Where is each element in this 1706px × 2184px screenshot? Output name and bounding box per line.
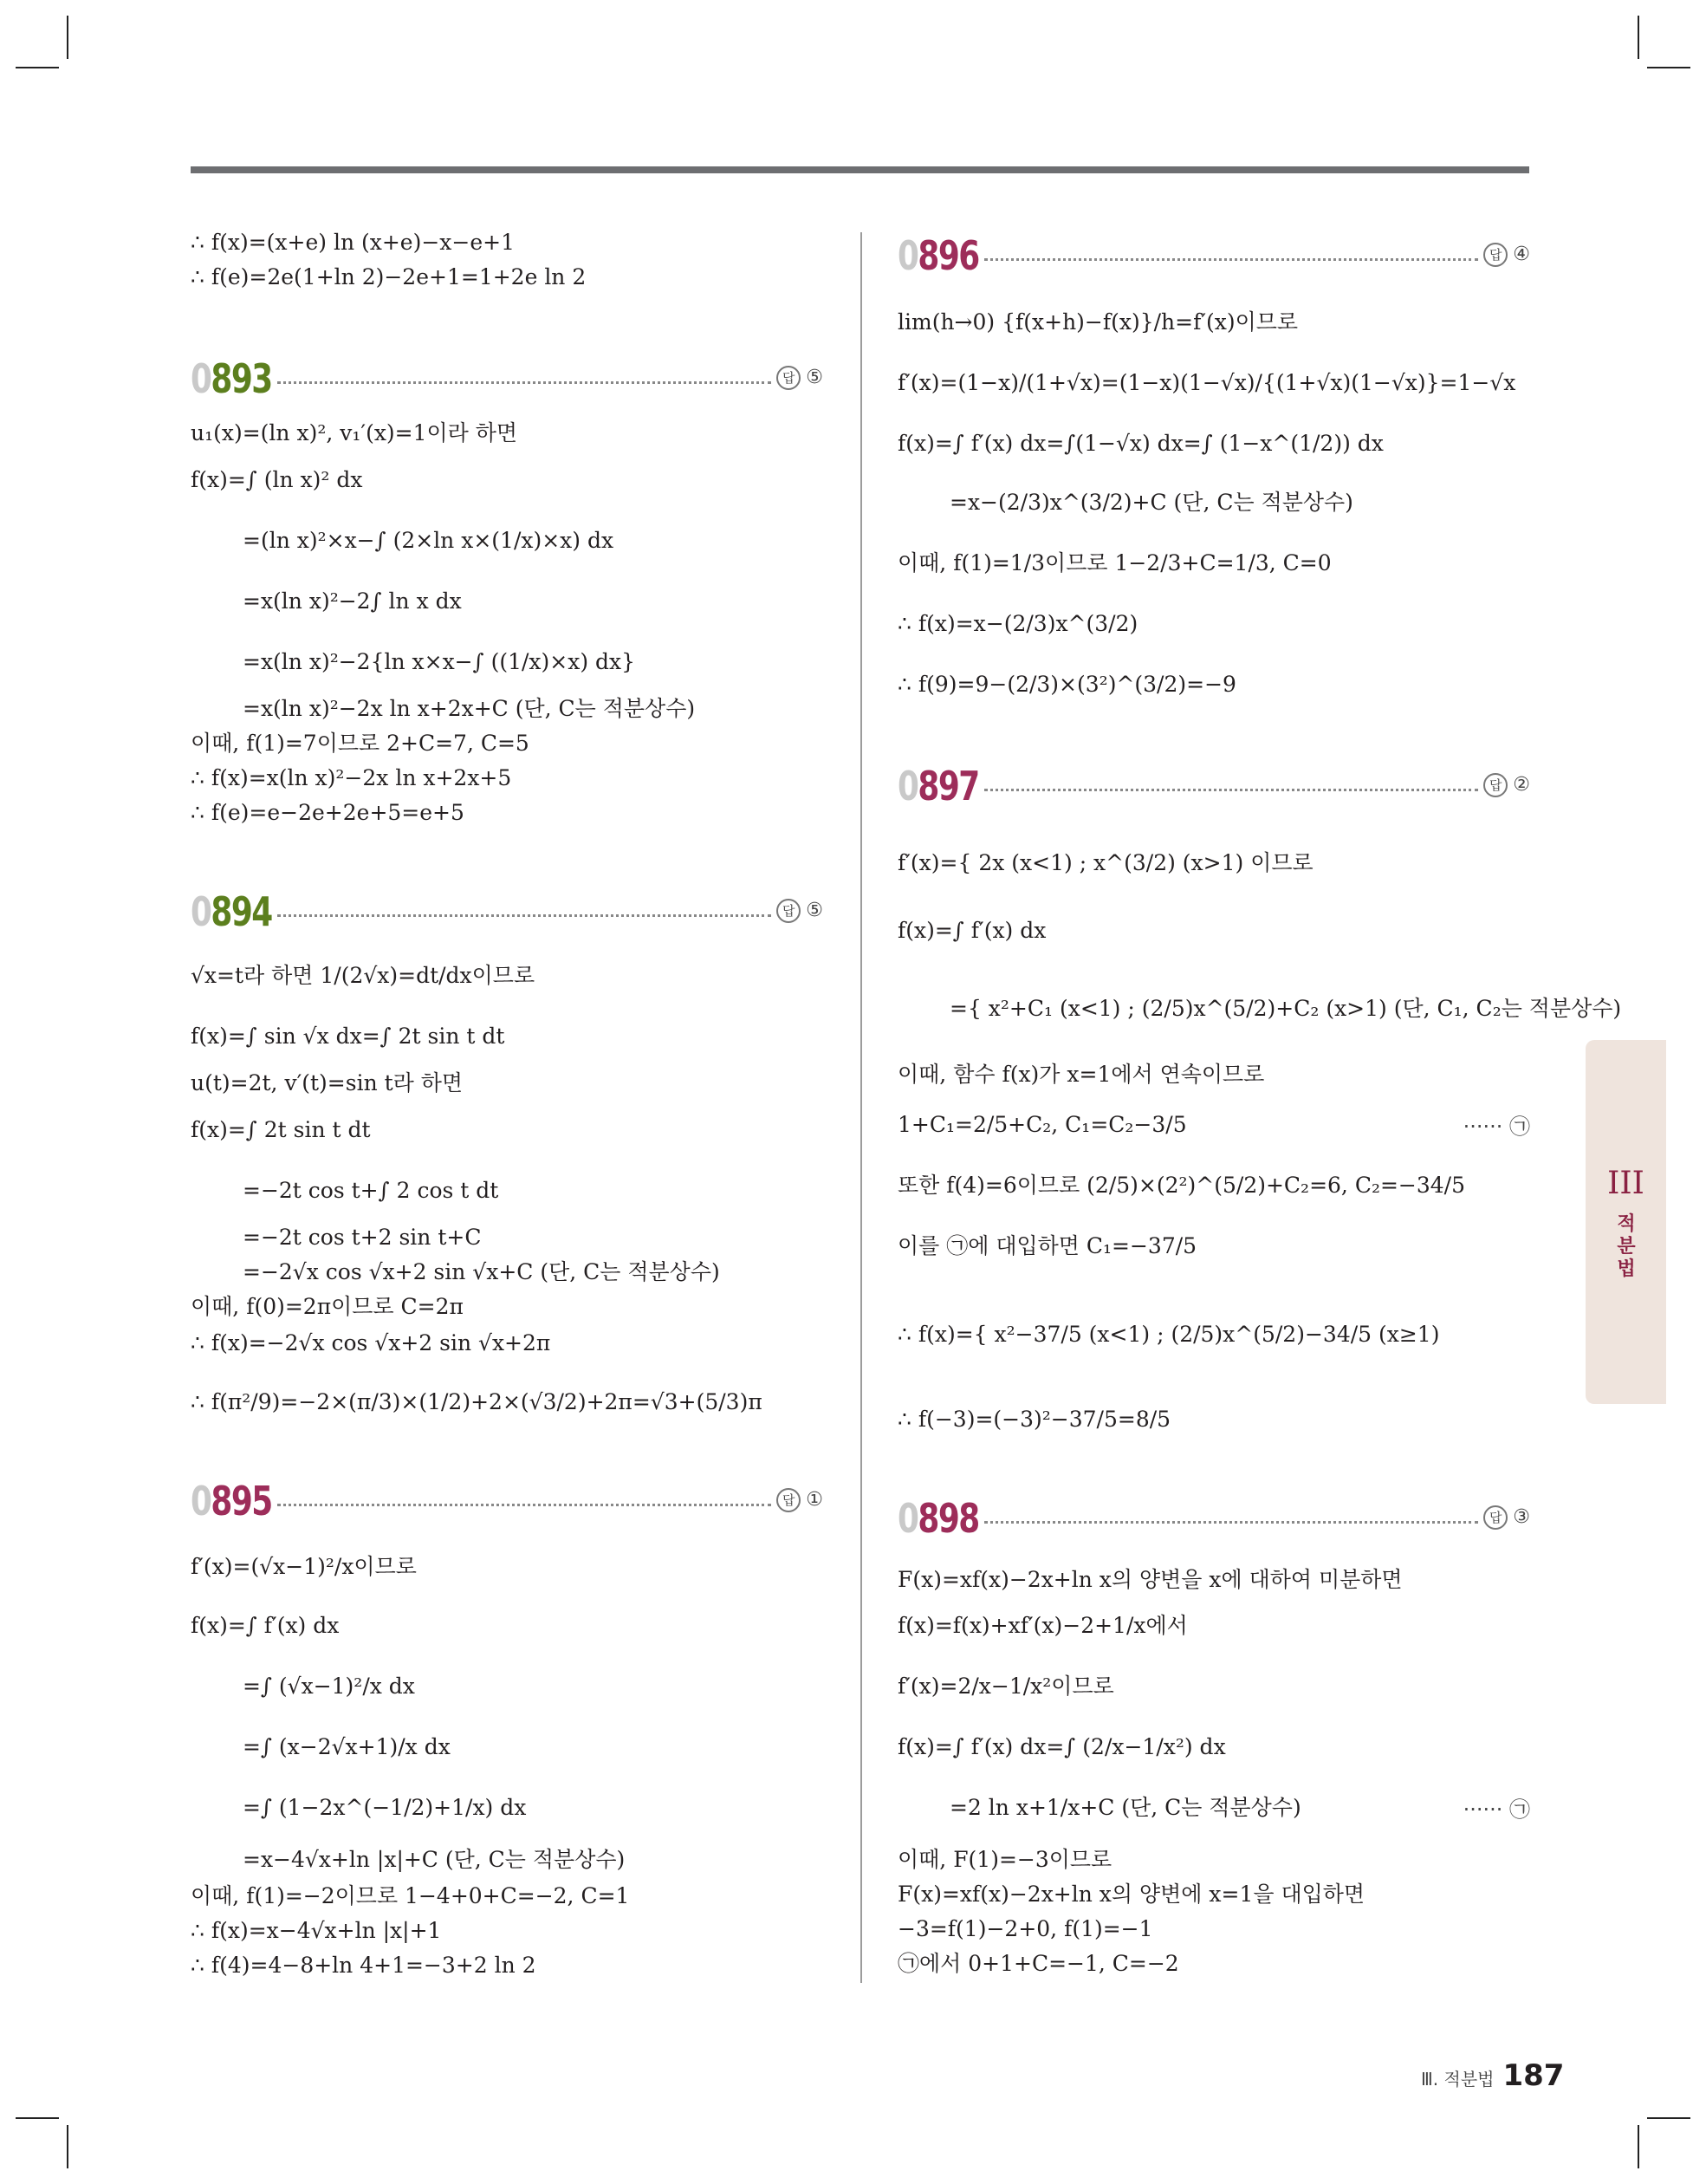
- chapter-roman-numeral: III: [1607, 1166, 1644, 1201]
- solution-line: f(x)=∫ f′(x) dx: [191, 1613, 340, 1638]
- solution-line: ∴ f(9)=9−(2/3)×(3²)^(3/2)=−9: [898, 672, 1236, 697]
- solution-line: 또한 f(4)=6이므로 (2/5)×(2²)^(5/2)+C₂=6, C₂=−34/5: [898, 1173, 1466, 1198]
- dotted-leader: [984, 789, 1478, 791]
- solution-line: 이때, f(1)=7이므로 2+C=7, C=5: [191, 731, 529, 756]
- solution-line: =x(ln x)²−2∫ ln x dx: [243, 588, 462, 614]
- page-footer: [1421, 2058, 1564, 2093]
- solution-line: ∴ f(x)=−2√x cos √x+2 sin √x+2π: [191, 1330, 551, 1355]
- solution-line: f(x)=∫ sin √x dx=∫ 2t sin t dt: [191, 1024, 505, 1049]
- crop-mark: [67, 2125, 68, 2168]
- solution-line: u(t)=2t, v′(t)=sin t라 하면: [191, 1070, 464, 1095]
- solution-line: ∴ f(π²/9)=−2×(π/3)×(1/2)+2×(√3/2)+2π=√3+(5/3)π: [191, 1389, 762, 1414]
- answer-mark-icon: 답: [776, 1488, 801, 1512]
- solution-line: f′(x)={ 2x (x<1) ; x^(3/2) (x>1) 이므로: [898, 850, 1314, 875]
- answer-badge: 답 ⑤: [776, 366, 823, 390]
- answer-badge: 답 ⑤: [776, 899, 823, 923]
- footer-chapter-label: Ⅲ. 적분법: [1421, 2069, 1495, 2090]
- solution-line: f′(x)=(1−x)/(1+√x)=(1−x)(1−√x)/{(1+√x)(1−√x)}=1−√x: [898, 370, 1516, 395]
- crop-mark: [67, 16, 68, 59]
- solution-line: ∴ f(x)=x−4√x+ln |x|+1: [191, 1918, 442, 1943]
- problem-number: 0898: [898, 1495, 979, 1542]
- solution-line: 이때, F(1)=−3이므로: [898, 1847, 1112, 1872]
- answer-mark-icon: 답: [1483, 1505, 1508, 1530]
- equation-marker: ······ ㉠: [1463, 1115, 1530, 1139]
- solution-line: F(x)=xf(x)−2x+ln x의 양변을 x에 대하여 미분하면: [898, 1567, 1403, 1592]
- solution-line: F(x)=xf(x)−2x+ln x의 양변에 x=1을 대입하면: [898, 1882, 1365, 1907]
- problem-number: 0893: [191, 355, 272, 402]
- solution-line: =x−4√x+ln |x|+C (단, C는 적분상수): [243, 1847, 626, 1872]
- problem-number: 0894: [191, 888, 272, 935]
- answer-mark-icon: 답: [1483, 773, 1508, 797]
- solution-line: 이때, f(0)=2π이므로 C=2π: [191, 1294, 464, 1319]
- problem-header-897: [898, 763, 1530, 815]
- problem-header-896: [898, 232, 1530, 284]
- dotted-leader: [277, 381, 771, 384]
- dotted-leader: [277, 914, 771, 917]
- solution-line: 이때, 함수 f(x)가 x=1에서 연속이므로: [898, 1062, 1265, 1087]
- solution-line: =∫ (1−2x^(−1/2)+1/x) dx: [243, 1795, 527, 1820]
- solution-line: ∴ f(x)={ x²−37/5 (x<1) ; (2/5)x^(5/2)−34/5 (x≥1): [898, 1322, 1440, 1347]
- dotted-leader: [984, 1521, 1478, 1524]
- solution-line: √x=t라 하면 1/(2√x)=dt/dx이므로: [191, 963, 535, 988]
- problem-header-893: [191, 355, 823, 407]
- solution-line: =−2t cos t+2 sin t+C: [243, 1225, 482, 1250]
- answer-badge: 답 ②: [1483, 773, 1530, 797]
- solution-line: ∴ f(−3)=(−3)²−37/5=8/5: [898, 1407, 1171, 1432]
- dotted-leader: [984, 258, 1478, 261]
- solution-line: 이때, f(1)=1/3이므로 1−2/3+C=1/3, C=0: [898, 550, 1332, 575]
- answer-mark-icon: 답: [1483, 243, 1508, 267]
- solution-line: f(x)=∫ 2t sin t dt: [191, 1117, 371, 1142]
- solution-line: =∫ (x−2√x+1)/x dx: [243, 1734, 451, 1759]
- solution-line: 1+C₁=2/5+C₂, C₁=C₂−3/5: [898, 1112, 1187, 1137]
- intro-line: ∴ f(x)=(x+e) ln (x+e)−x−e+1: [191, 230, 515, 255]
- answer-badge: 답 ④: [1483, 243, 1530, 267]
- crop-mark: [16, 2117, 59, 2119]
- chapter-vertical-label: 적분법: [1617, 1213, 1636, 1280]
- crop-mark: [1638, 16, 1639, 59]
- dotted-leader: [277, 1504, 771, 1506]
- solution-line: f(x)=∫ f′(x) dx=∫(1−√x) dx=∫ (1−x^(1/2)) dx: [898, 431, 1384, 456]
- problem-header-894: [191, 888, 823, 940]
- solution-line: f(x)=∫ (ln x)² dx: [191, 467, 363, 492]
- solution-line: u₁(x)=(ln x)², v₁′(x)=1이라 하면: [191, 420, 518, 445]
- solution-line: f(x)=∫ f′(x) dx=∫ (2/x−1/x²) dx: [898, 1734, 1226, 1759]
- answer-mark-icon: 답: [776, 899, 801, 923]
- column-divider: [860, 232, 862, 1983]
- crop-mark: [1647, 67, 1690, 68]
- problem-number: 0896: [898, 232, 979, 279]
- crop-mark: [1647, 2117, 1690, 2119]
- problem-header-898: [898, 1495, 1530, 1547]
- solution-line: =x−(2/3)x^(3/2)+C (단, C는 적분상수): [950, 490, 1353, 515]
- solution-line: ={ x²+C₁ (x<1) ; (2/5)x^(5/2)+C₂ (x>1) (단, C₁, C₂는 적분상수): [950, 996, 1622, 1021]
- solution-line: f(x)=∫ f′(x) dx: [898, 918, 1047, 943]
- solution-line: ㉠에서 0+1+C=−1, C=−2: [898, 1951, 1179, 1976]
- solution-line: =2 ln x+1/x+C (단, C는 적분상수): [950, 1795, 1301, 1820]
- page-number: 187: [1502, 2058, 1565, 2093]
- problem-number: 0897: [898, 763, 979, 809]
- solution-line: =(ln x)²×x−∫ (2×ln x×(1/x)×x) dx: [243, 528, 614, 553]
- solution-line: =x(ln x)²−2x ln x+2x+C (단, C는 적분상수): [243, 696, 696, 721]
- solution-line: f′(x)=2/x−1/x²이므로: [898, 1674, 1114, 1699]
- answer-badge: 답 ①: [776, 1488, 823, 1512]
- solution-line: ∴ f(x)=x−(2/3)x^(3/2): [898, 611, 1138, 636]
- intro-line: ∴ f(e)=2e(1+ln 2)−2e+1=1+2e ln 2: [191, 264, 587, 289]
- answer-mark-icon: 답: [776, 366, 801, 390]
- solution-line: ∴ f(e)=e−2e+2e+5=e+5: [191, 800, 464, 825]
- solution-line: −3=f(1)−2+0, f(1)=−1: [898, 1916, 1153, 1941]
- answer-badge: 답 ③: [1483, 1505, 1530, 1530]
- solution-line: =∫ (√x−1)²/x dx: [243, 1674, 415, 1699]
- solution-line: =−2√x cos √x+2 sin √x+C (단, C는 적분상수): [243, 1259, 720, 1284]
- solution-line: 이때, f(1)=−2이므로 1−4+0+C=−2, C=1: [191, 1883, 630, 1908]
- crop-mark: [16, 67, 59, 68]
- solution-line: =x(ln x)²−2{ln x×x−∫ ((1/x)×x) dx}: [243, 649, 636, 674]
- solution-line: f′(x)=(√x−1)²/x이므로: [191, 1554, 417, 1579]
- crop-mark: [1638, 2125, 1639, 2168]
- solution-line: f(x)=f(x)+xf′(x)−2+1/x에서: [898, 1613, 1188, 1638]
- header-rule: [191, 166, 1529, 173]
- solution-line: 이를 ㉠에 대입하면 C₁=−37/5: [898, 1233, 1197, 1258]
- solution-line: ∴ f(x)=x(ln x)²−2x ln x+2x+5: [191, 765, 512, 790]
- problem-number: 0895: [191, 1478, 272, 1524]
- problem-header-895: [191, 1478, 823, 1530]
- equation-marker: ······ ㉠: [1463, 1797, 1530, 1822]
- solution-line: =−2t cos t+∫ 2 cos t dt: [243, 1178, 499, 1203]
- solution-line: ∴ f(4)=4−8+ln 4+1=−3+2 ln 2: [191, 1953, 536, 1978]
- solution-line: lim(h→0) {f(x+h)−f(x)}/h=f′(x)이므로: [898, 309, 1299, 335]
- chapter-side-tab: [1586, 1040, 1666, 1404]
